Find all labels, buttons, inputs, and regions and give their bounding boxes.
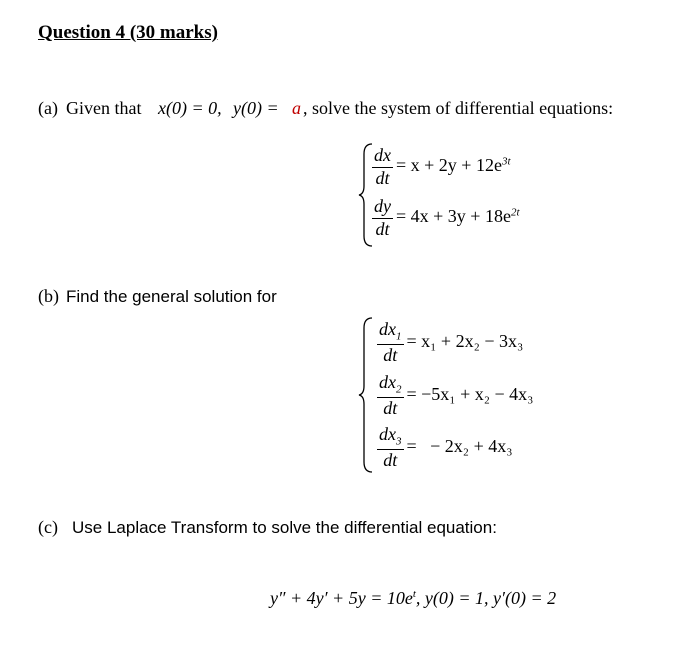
eq-a2-rhs: = 4x + 3y + 18e	[396, 206, 511, 227]
eq-b1-denominator: dt	[383, 344, 398, 365]
part-c-instruction: Use Laplace Transform to solve the differential equation:	[72, 518, 497, 537]
eq-b3-numerator: dx	[379, 424, 396, 444]
part-a-label: (a)	[38, 98, 58, 118]
part-b-equation-2	[377, 373, 533, 418]
part-a-intro: Given that	[66, 98, 142, 118]
part-a-instruction: , solve the system of differential equations:	[303, 98, 614, 118]
part-a-equation-1	[372, 146, 511, 189]
eq-b1-rhs: = x₁ + 2x₂ − 3x₃	[406, 330, 524, 351]
part-a-condition-x: x(0) = 0,	[158, 98, 222, 118]
part-a-condition-y: y(0) =	[233, 98, 279, 118]
part-c-initial-conditions: , y(0) = 1, y′(0) = 2	[415, 588, 557, 608]
part-a-condition-a: a	[292, 98, 301, 118]
part-c-equation	[270, 588, 556, 609]
eq-b2-denominator: dt	[383, 397, 398, 418]
eq-b2-numerator: dx	[379, 372, 396, 392]
eq-b2-rhs: = −5x₁ + x₂ − 4x₃	[406, 383, 534, 404]
eq-a1-rhs: = x + 2y + 12e	[396, 155, 502, 176]
eq-a2-numerator: dy	[372, 197, 393, 219]
eq-b1-numerator: dx	[379, 319, 396, 339]
eq-a1-numerator: dx	[372, 146, 393, 168]
eq-b3-numerator-sub: 3	[396, 435, 402, 448]
part-c-equation-exponent: t	[412, 588, 416, 600]
eq-a1-exponent: 3t	[501, 155, 511, 168]
part-c-equation-lhs: y″ + 4y′ + 5y = 10e	[270, 588, 413, 608]
question-title: Question 4 (30 marks)	[38, 22, 218, 43]
part-b-label: (b)	[38, 286, 59, 306]
part-a-equation-2	[372, 197, 520, 240]
part-b-equation-3	[377, 425, 513, 470]
part-b-brace	[358, 316, 374, 474]
eq-a1-denominator: dt	[375, 167, 390, 188]
part-b-equation-1	[377, 320, 523, 365]
part-c-label: (c)	[38, 517, 58, 537]
eq-b1-numerator-sub: 1	[396, 330, 402, 343]
eq-a2-exponent: 2t	[510, 206, 520, 219]
eq-a2-denominator: dt	[375, 218, 390, 239]
eq-b2-numerator-sub: 2	[396, 383, 402, 396]
eq-b3-rhs: = − 2x₂ + 4x₃	[406, 435, 513, 456]
eq-b3-denominator: dt	[383, 449, 398, 470]
part-b-instruction: Find the general solution for	[66, 287, 277, 306]
